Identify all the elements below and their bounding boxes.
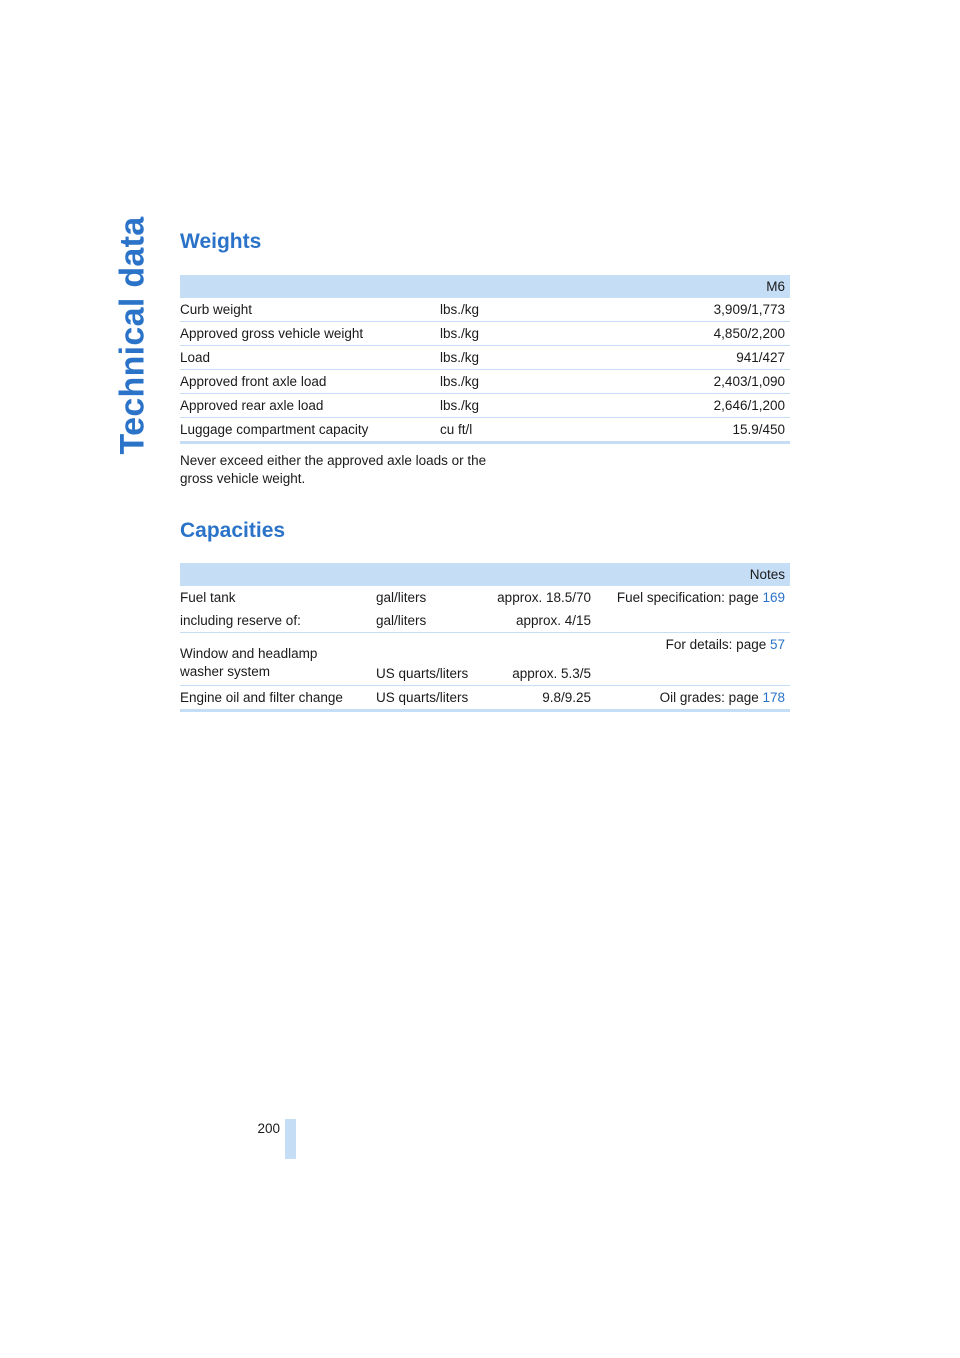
weight-unit: lbs./kg (440, 394, 550, 418)
capacity-unit: US quarts/liters (376, 633, 484, 686)
table-row (180, 298, 790, 322)
weight-label: Luggage compartment capacity (180, 418, 440, 443)
capacity-note (596, 609, 790, 633)
weight-unit: cu ft/l (440, 418, 550, 443)
page-marker-bar (285, 1119, 296, 1159)
table-row (180, 418, 790, 443)
table-row (180, 394, 790, 418)
model-header: M6 (550, 275, 790, 298)
capacity-value: approx. 5.3/5 (484, 633, 596, 686)
page-number: 200 (257, 1121, 280, 1136)
capacity-unit: gal/liters (376, 613, 427, 628)
note-text: Oil grades: page (659, 690, 763, 705)
weights-heading: Weights (180, 230, 262, 253)
weight-unit: lbs./kg (440, 302, 480, 317)
weight-value: 4,850/2,200 (550, 322, 790, 346)
capacity-value: approx. 18.5/70 (497, 590, 591, 605)
capacity-value: approx. 4/15 (515, 613, 591, 628)
capacity-value: 9.8/9.25 (484, 686, 596, 711)
table-row (180, 586, 790, 609)
side-section-title-text: Technical data (113, 216, 152, 454)
capacity-label-line: washer system (180, 664, 271, 679)
weight-value: 2,403/1,090 (550, 370, 790, 394)
weight-value: 2,646/1,200 (550, 394, 790, 418)
weights-table (180, 275, 790, 444)
table-row (180, 370, 790, 394)
capacity-unit: US quarts/liters (376, 686, 484, 711)
weight-value: 15.9/450 (550, 418, 790, 443)
capacity-label: Engine oil and filter change (180, 686, 376, 711)
weight-label: Approved rear axle load (180, 394, 440, 418)
weight-unit: lbs./kg (440, 322, 550, 346)
weight-label: Approved gross vehicle weight (180, 322, 440, 346)
capacity-label (180, 633, 376, 686)
weight-label: Load (180, 346, 440, 370)
note-text: Fuel specification: page (616, 590, 763, 605)
capacity-label-line: Window and headlamp (180, 646, 318, 661)
note-text: For details: page (665, 637, 770, 652)
weight-label: Curb weight (180, 302, 253, 317)
page-reference-link[interactable]: 57 (769, 637, 785, 652)
notes-header: Notes (596, 563, 790, 586)
capacity-unit: gal/liters (376, 590, 427, 605)
weight-value: 941/427 (550, 346, 790, 370)
capacities-heading: Capacities (180, 519, 286, 542)
table-row (180, 346, 790, 370)
capacity-label: including reserve of: (180, 613, 301, 628)
weight-value: 3,909/1,773 (713, 302, 785, 317)
page-reference-link[interactable]: 169 (762, 590, 785, 605)
side-section-title (107, 216, 159, 454)
weights-table-header (180, 275, 790, 298)
weight-unit: lbs./kg (440, 370, 550, 394)
capacities-table-header (180, 563, 790, 586)
weight-label: Approved front axle load (180, 370, 440, 394)
capacity-note (596, 633, 790, 686)
capacities-table (180, 563, 790, 712)
capacity-label: Fuel tank (180, 590, 236, 605)
table-row (180, 633, 790, 686)
capacity-note (596, 686, 790, 711)
table-row (180, 686, 790, 711)
capacity-note (596, 586, 790, 609)
table-row (180, 609, 790, 633)
page-reference-link[interactable]: 178 (762, 690, 785, 705)
weight-unit: lbs./kg (440, 346, 550, 370)
weights-note: Never exceed either the approved axle loads or the gross vehicle weight. (180, 453, 487, 486)
table-row (180, 322, 790, 346)
